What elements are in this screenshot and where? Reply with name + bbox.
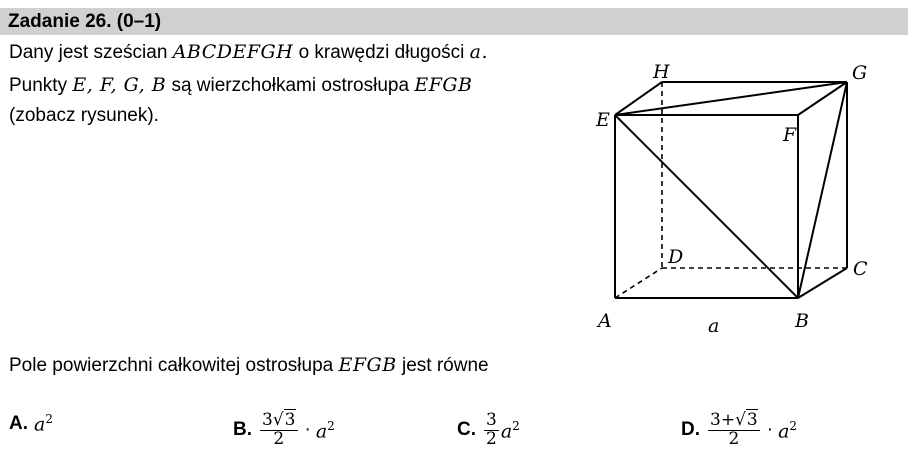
- option-a[interactable]: [9, 412, 53, 435]
- problem-line-2: Punkty E, F, G, B są wierzchołkami ostrosłupa EFGB: [9, 74, 473, 96]
- option-a-label: A.: [9, 412, 28, 434]
- problem-line-1: Dany jest sześcian ABCDEFGH o krawędzi długości a.: [9, 41, 489, 63]
- question-line: Pole powierzchni całkowitej ostrosłupa EFGB jest równe: [9, 354, 489, 376]
- option-c[interactable]: [457, 412, 520, 449]
- edge-BC: [798, 268, 847, 298]
- option-b-power: $a^2$: [315, 418, 335, 442]
- option-d-label: D.: [681, 419, 700, 441]
- option-c-power: $a^2$: [500, 418, 520, 442]
- cube-figure: [585, 52, 885, 342]
- label-A: A: [598, 310, 612, 332]
- label-E: E: [596, 109, 610, 131]
- label-edge-a: a: [708, 315, 720, 337]
- edge-GB: [798, 82, 847, 298]
- option-a-expr: $a^2$: [34, 412, 53, 436]
- label-H: H: [653, 61, 670, 83]
- label-D: D: [668, 246, 684, 268]
- label-F: F: [783, 124, 797, 146]
- label-C: C: [853, 258, 868, 280]
- edge-EB: [615, 115, 798, 298]
- option-b-label: B.: [233, 419, 252, 441]
- label-B: B: [795, 310, 809, 332]
- option-b-fraction: $\frac{3√3}{2}$: [262, 410, 296, 449]
- task-title: Zadanie 26. (0–1): [8, 11, 162, 32]
- option-d-fraction: $\frac{3+√3}{2}$: [710, 410, 758, 449]
- option-c-label: C.: [457, 419, 476, 441]
- problem-line-3: (zobacz rysunek).: [9, 105, 159, 126]
- hidden-edge-AD: [615, 268, 662, 298]
- task-header: [0, 8, 908, 35]
- option-c-fraction: $\frac{3}{2}$: [486, 410, 497, 449]
- label-G: G: [852, 62, 868, 84]
- option-d[interactable]: D. $\frac{3+√3}{2}$ · $a^2$: [681, 410, 798, 449]
- option-d-power: $a^2$: [778, 418, 798, 442]
- edge-EG: [615, 82, 847, 115]
- option-b[interactable]: B. $\frac{3√3}{2}$ · $a^2$: [233, 410, 335, 449]
